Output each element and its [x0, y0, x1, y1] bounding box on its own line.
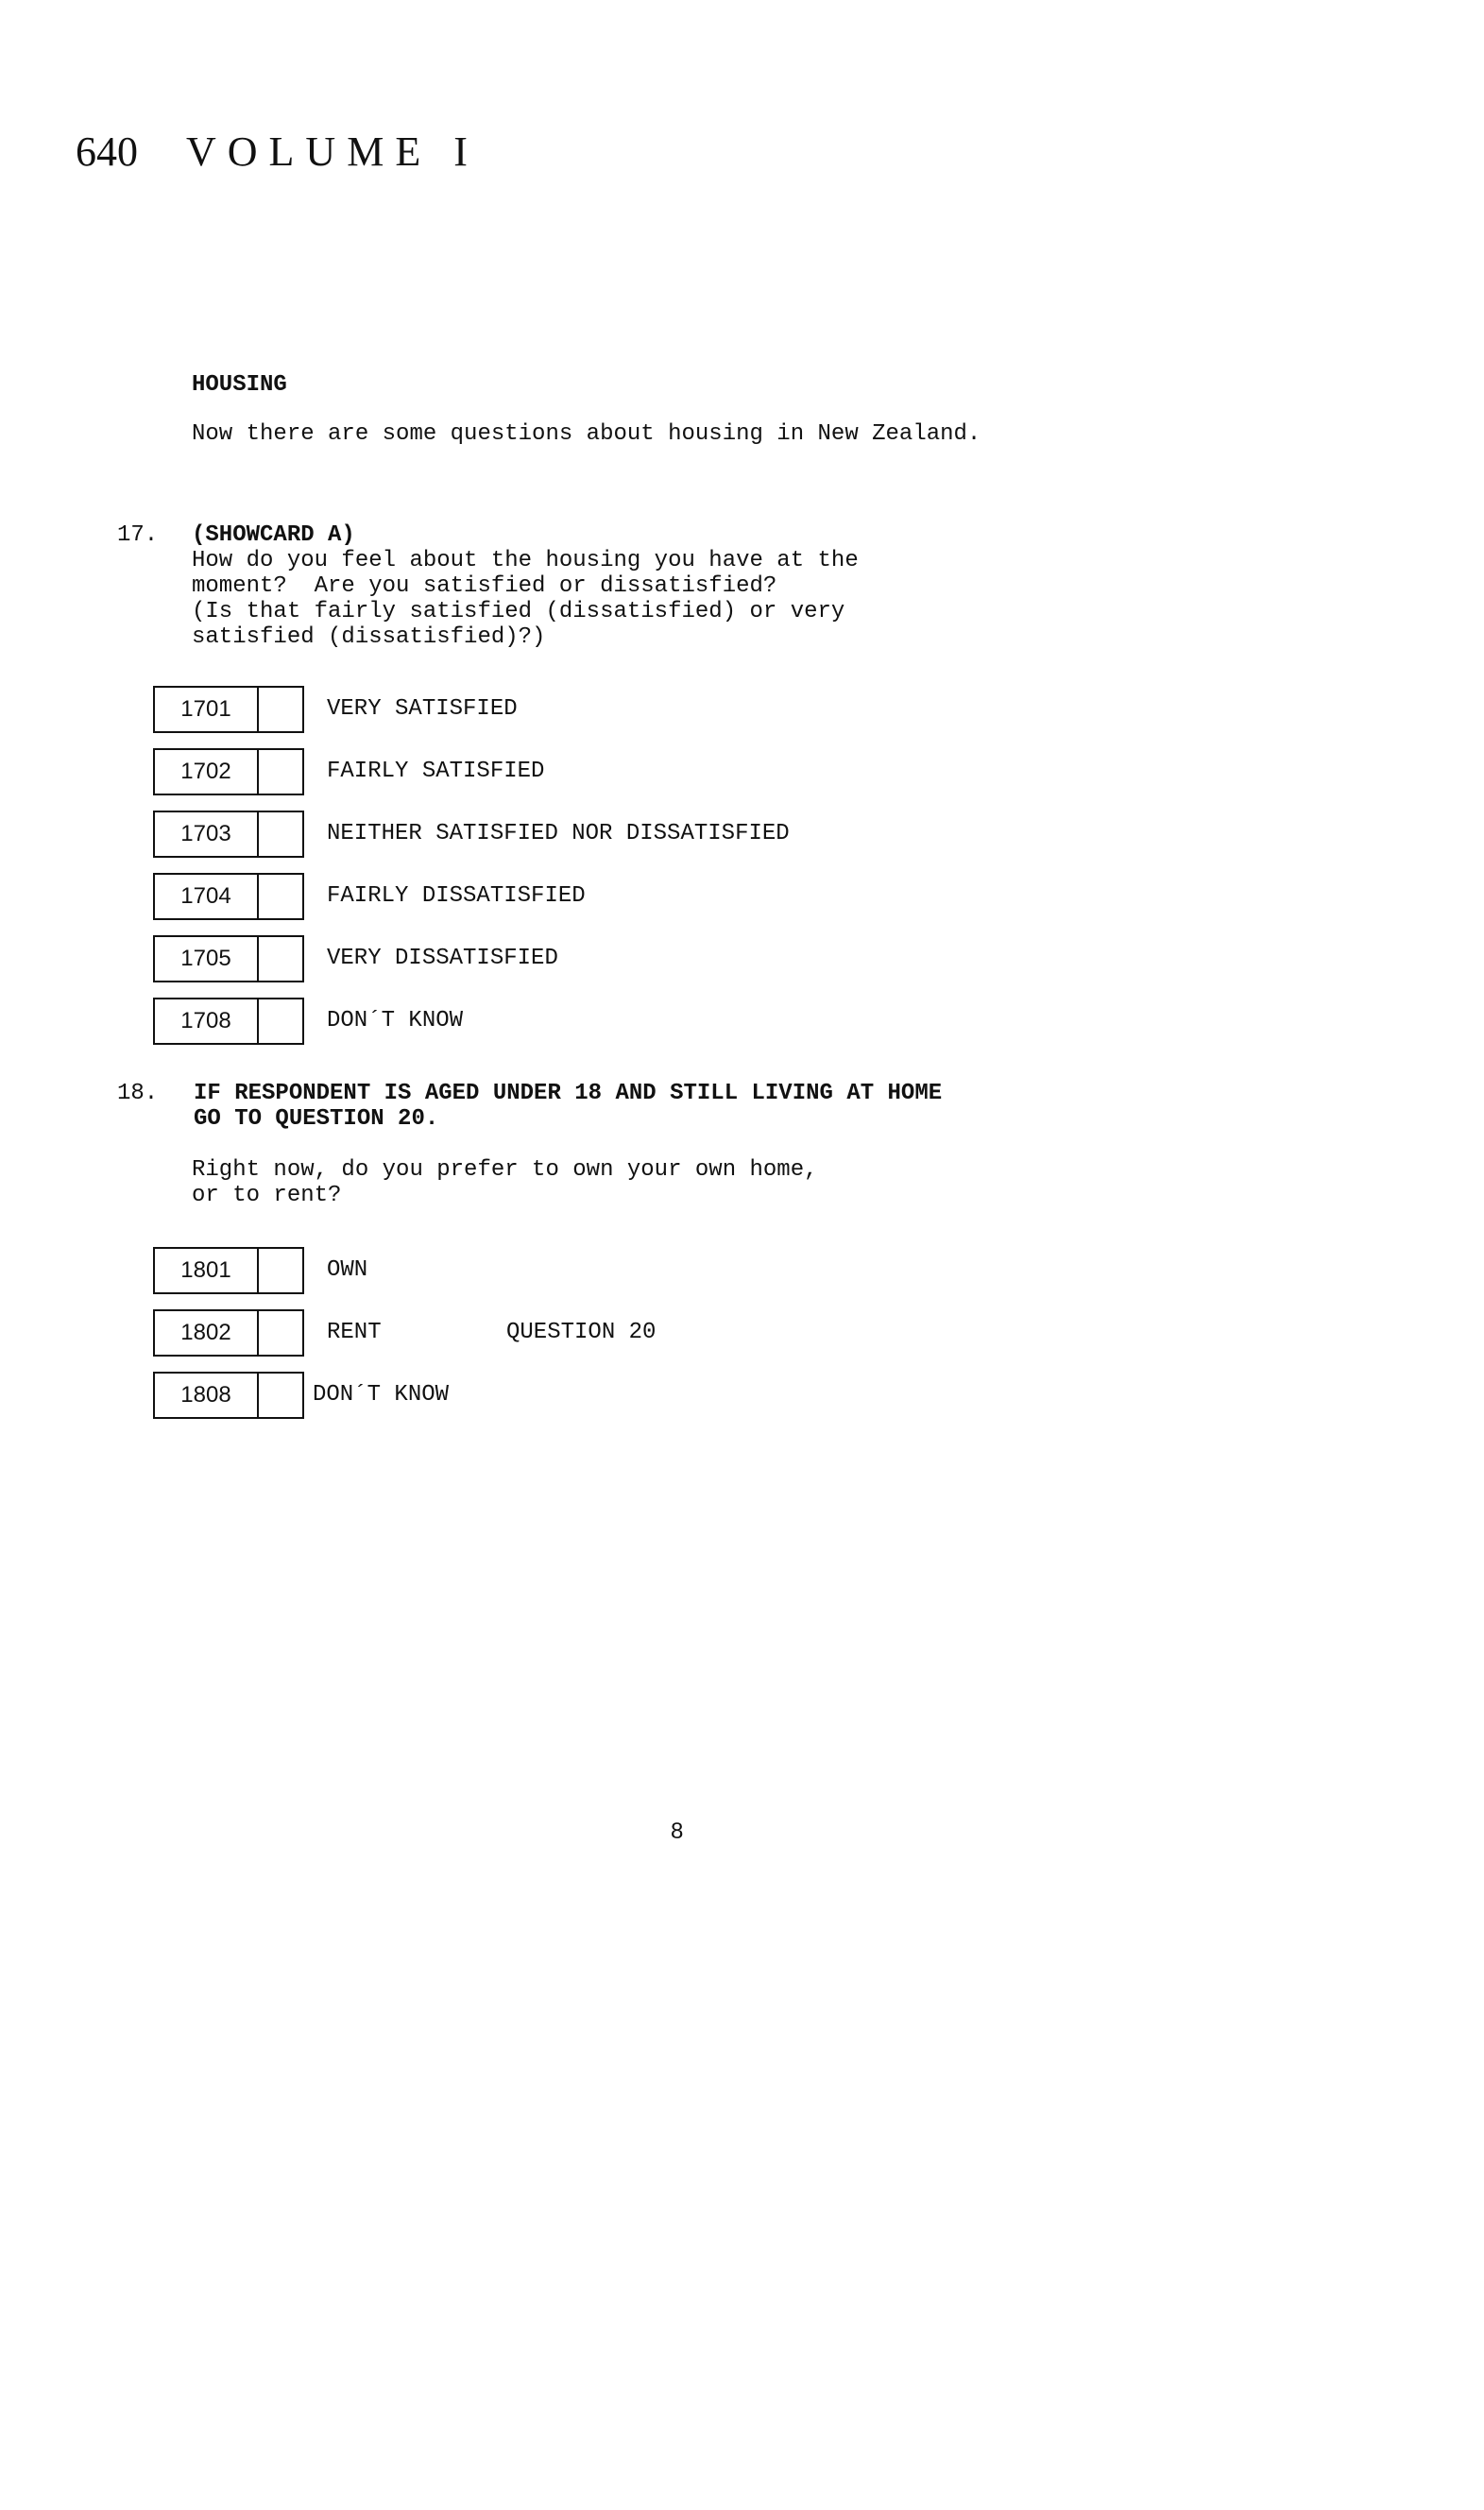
skip-instruction: QUESTION 20 [506, 1320, 657, 1345]
q18-instruction-line: IF RESPONDENT IS AGED UNDER 18 AND STILL LIVING AT HOME [194, 1081, 943, 1106]
option-code: 1702 [153, 748, 259, 795]
option-checkbox[interactable] [257, 686, 304, 733]
option-checkbox[interactable] [257, 935, 304, 982]
option-label: DON´T KNOW [313, 1382, 450, 1408]
header-volume: VOLUME I [186, 128, 479, 175]
option-label: VERY SATISFIED [327, 696, 518, 722]
q17-text-line: satisfied (dissatisfied)?) [192, 624, 546, 650]
option-label: OWN [327, 1257, 368, 1283]
option-checkbox[interactable] [257, 998, 304, 1045]
option-code: 1703 [153, 811, 259, 858]
q17-instruction: (SHOWCARD A) [192, 522, 355, 548]
option-checkbox[interactable] [257, 1372, 304, 1419]
section-intro: Now there are some questions about housing in New Zealand. [192, 421, 981, 447]
q18-instruction-line: GO TO QUESTION 20. [194, 1106, 439, 1132]
q17-number: 17. [117, 522, 159, 548]
page-header [76, 128, 479, 176]
option-checkbox[interactable] [257, 748, 304, 795]
option-code: 1801 [153, 1247, 259, 1294]
option-label: FAIRLY DISSATISFIED [327, 883, 586, 909]
q18-text-line: or to rent? [192, 1183, 342, 1208]
option-checkbox[interactable] [257, 873, 304, 920]
option-label: FAIRLY SATISFIED [327, 759, 545, 784]
option-checkbox[interactable] [257, 1247, 304, 1294]
option-code: 1705 [153, 935, 259, 982]
option-code: 1808 [153, 1372, 259, 1419]
option-checkbox[interactable] [257, 1309, 304, 1357]
header-page-number: 640 [76, 128, 138, 175]
q17-text-line: (Is that fairly satisfied (dissatisfied) or very [192, 599, 845, 624]
option-code: 1708 [153, 998, 259, 1045]
option-code: 1701 [153, 686, 259, 733]
q18-number: 18. [117, 1081, 159, 1106]
footer-page-number: 8 [671, 1818, 684, 1844]
option-code: 1704 [153, 873, 259, 920]
option-code: 1802 [153, 1309, 259, 1357]
option-label: NEITHER SATISFIED NOR DISSATISFIED [327, 821, 790, 846]
option-label: DON´T KNOW [327, 1008, 464, 1033]
q17-text-line: How do you feel about the housing you have at the [192, 548, 859, 573]
section-title: HOUSING [192, 372, 287, 398]
q17-text-line: moment? Are you satisfied or dissatisfied? [192, 573, 777, 599]
option-checkbox[interactable] [257, 811, 304, 858]
q18-text-line: Right now, do you prefer to own your own home, [192, 1157, 818, 1183]
option-label: RENT [327, 1320, 382, 1345]
option-label: VERY DISSATISFIED [327, 946, 558, 971]
